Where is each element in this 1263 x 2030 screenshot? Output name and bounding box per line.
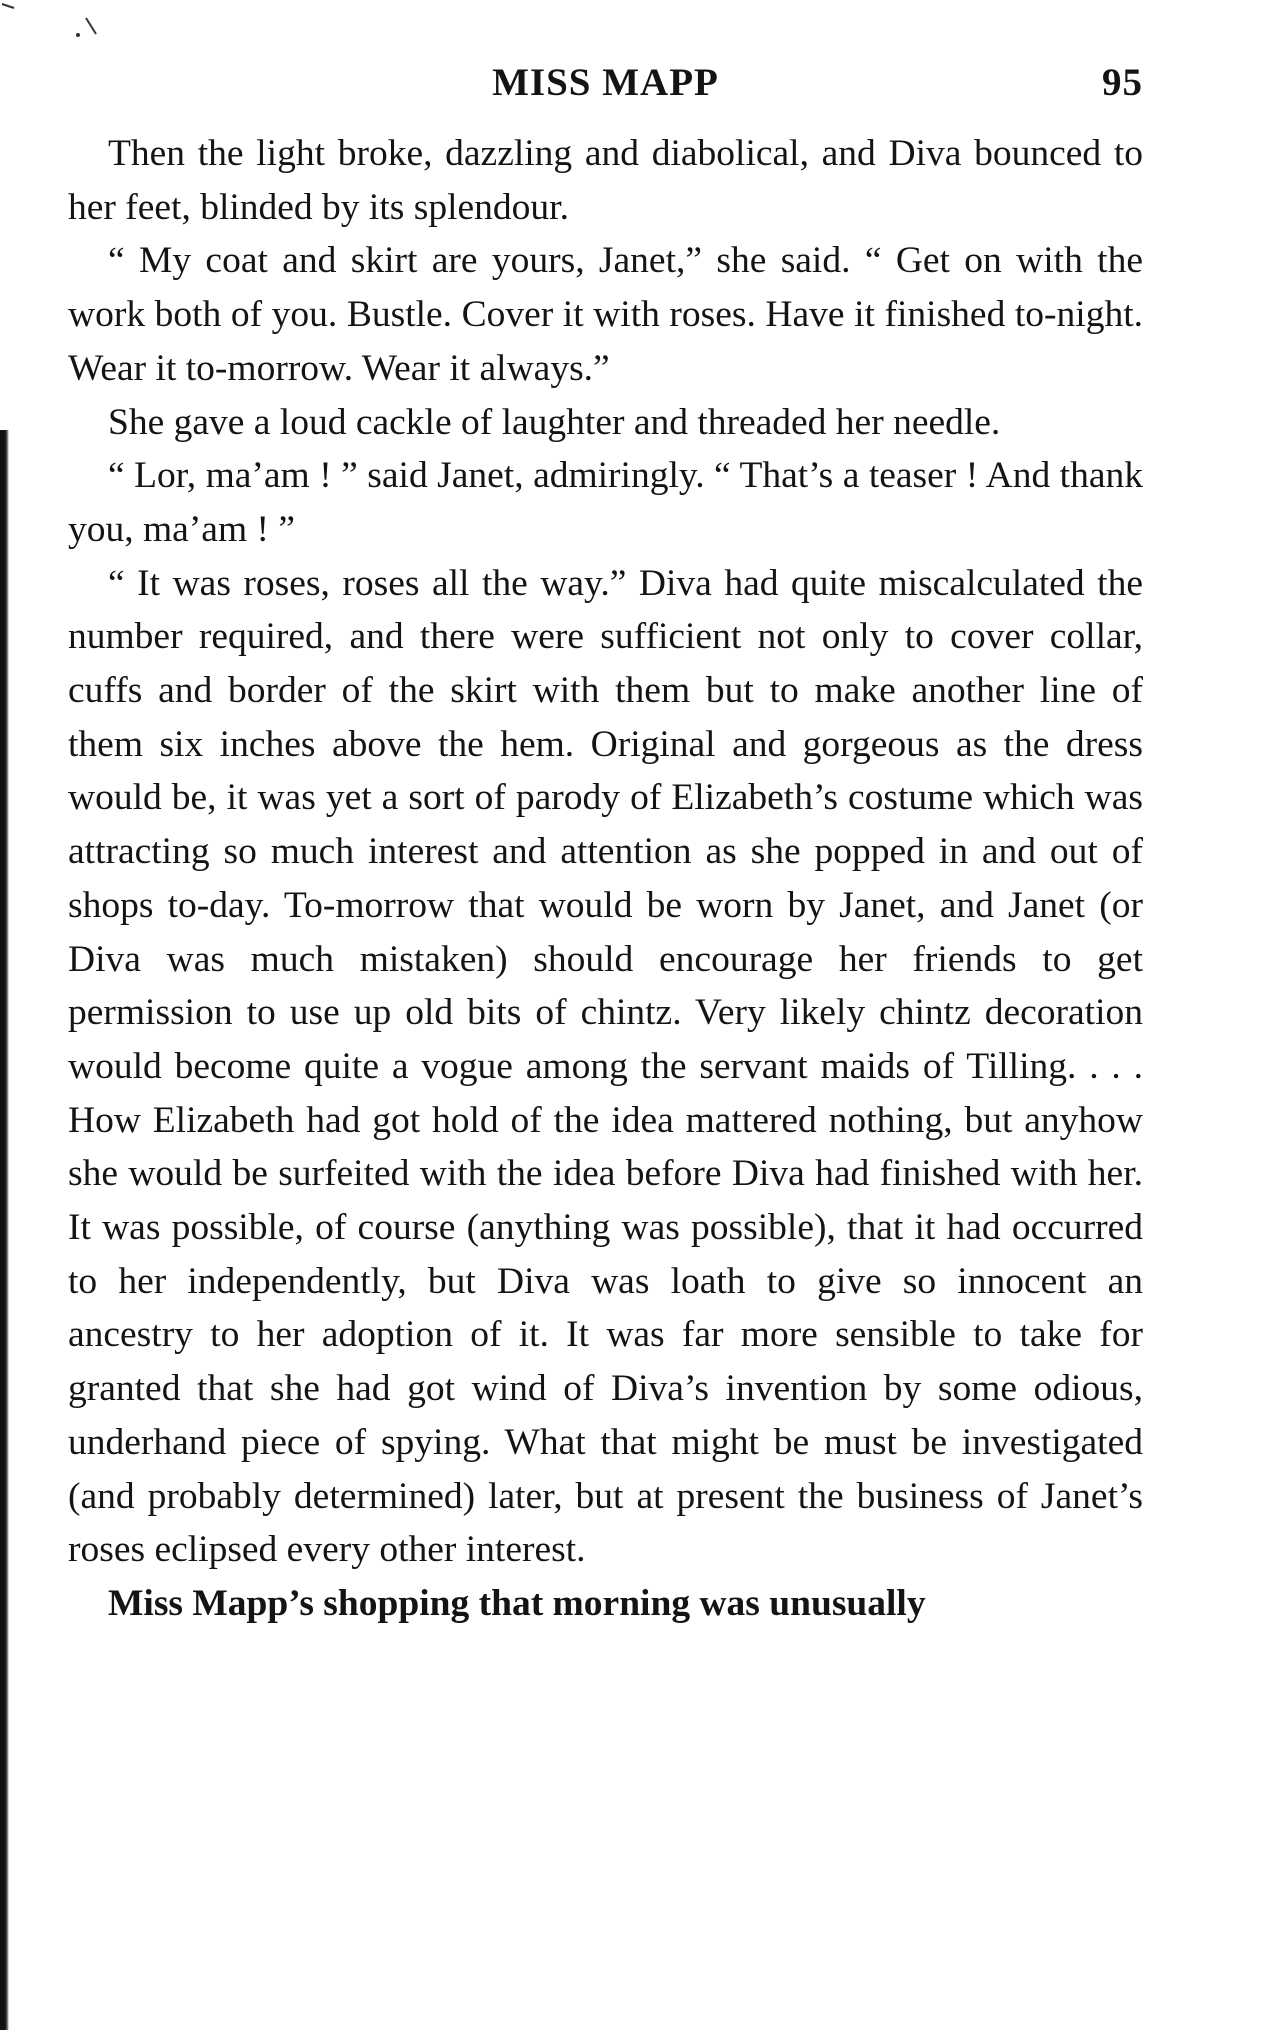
paragraph: “ My coat and skirt are yours, Janet,” she said. “ Get on with the work both of you. Bustle. Cover it with roses. Have it finished to-night. Wear it to-morrow. Wear it always.” — [68, 240, 1143, 389]
page-number: 95 — [1102, 61, 1143, 104]
paragraph: Miss Mapp’s shopping that morning was unusually — [108, 1582, 926, 1624]
paragraph: “ Lor, ma’am ! ” said Janet, admiringly. “ That’s a teaser ! And thank you, ma’am ! ” — [68, 455, 1143, 550]
page-header — [68, 60, 1143, 108]
running-title: MISS MAPP — [492, 61, 719, 104]
scan-left-edge — [0, 430, 9, 2030]
scan-corner-mark — [0, 0, 110, 50]
paragraph: She gave a loud cackle of laughter and threaded her needle. — [108, 401, 1001, 443]
body-text — [68, 127, 1143, 1631]
paragraph: “ It was roses, roses all the way.” Diva had quite miscalculated the number required, and there were sufficient not only to cover collar, cuffs and border of the skirt with them but to make another line of them six inches above the hem. Original and gorgeous as the dress would be, it was yet a sort of parody of Elizabeth’s costume which was attracting so much interest and attention as she popped in and out of shops to-day. To-morrow that would be worn by Janet, and Janet (or Diva was much mistaken) should encourage her friends to get permission to use up old bits of chintz. Very likely chintz decoration would become quite a vogue among the servant maids of Tilling. . . . How Elizabeth had got hold of the idea mattered nothing, but anyhow she would be surfeited with the idea before Diva had finished with her. It was possible, of course (anything was possible), that it had occurred to her independently, but Diva was loath to give so innocent an ancestry to her adoption of it. It was far more sensible to take for granted that she had got wind of Diva’s invention by some odious, underhand piece of spying. What that might be must be investigated (and probably determined) later, but at present the business of Janet’s roses eclipsed every other interest. — [68, 562, 1143, 1571]
paragraph: Then the light broke, dazzling and diabolical, and Diva bounced to her feet, blinded by its splendour. — [68, 133, 1143, 228]
scan-mark-icon — [0, 0, 110, 50]
